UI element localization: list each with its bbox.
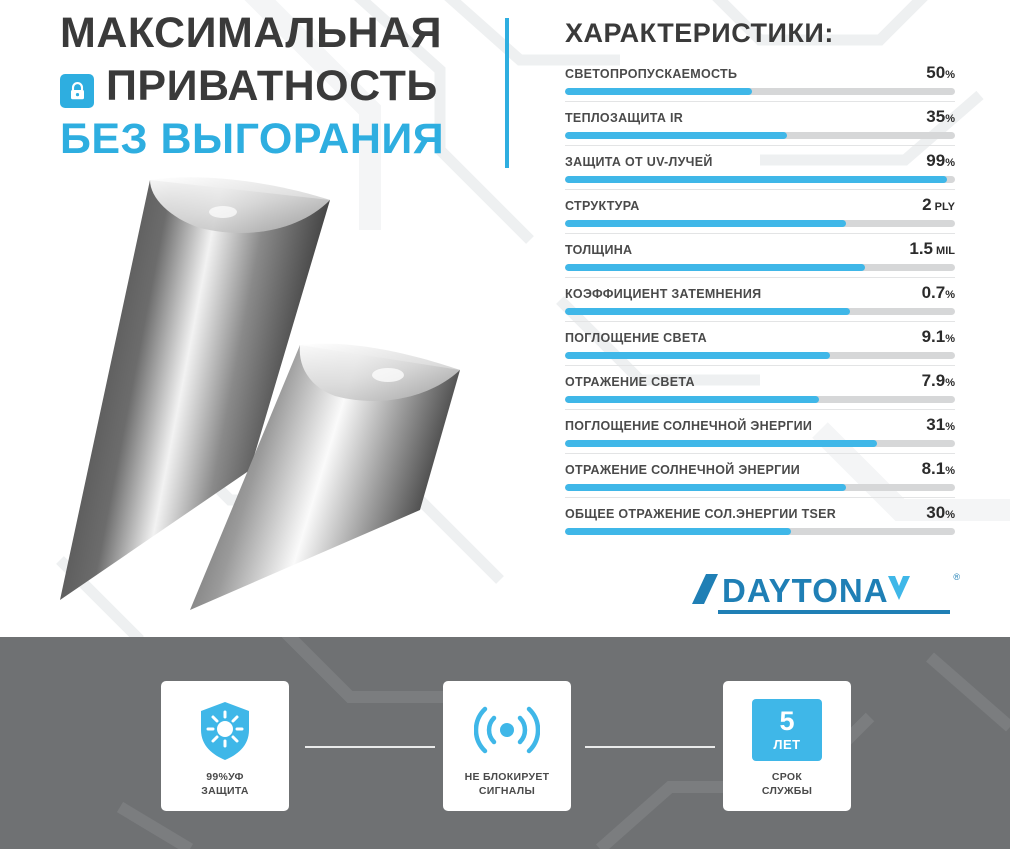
spec-value bbox=[909, 239, 955, 259]
spec-label: СВЕТОПРОПУСКАЕМОСТЬ bbox=[565, 67, 738, 81]
spec-unit: % bbox=[945, 69, 955, 81]
spec-number: 50 bbox=[926, 63, 946, 82]
feature-uv-protection bbox=[161, 681, 289, 811]
spec-label: ОТРАЖЕНИЕ СОЛНЕЧНОЙ ЭНЕРГИИ bbox=[565, 463, 801, 477]
spec-label: ОТРАЖЕНИЕ СВЕТА bbox=[565, 375, 695, 389]
spec-row bbox=[565, 327, 955, 366]
spec-label: ЗАЩИТА ОТ UV-ЛУЧЕЙ bbox=[565, 155, 713, 169]
spec-unit: % bbox=[945, 157, 955, 169]
spec-number: 0.7 bbox=[921, 283, 946, 302]
spec-track bbox=[565, 484, 955, 491]
headline-line-1: МАКСИМАЛЬНАЯ bbox=[60, 9, 442, 57]
feature-service-life bbox=[723, 681, 851, 811]
spec-track bbox=[565, 132, 955, 139]
spec-separator bbox=[565, 233, 955, 234]
daytona-chevron-icon bbox=[886, 574, 912, 604]
feature-caption bbox=[465, 770, 550, 798]
spec-number: 35 bbox=[926, 107, 946, 126]
spec-label: ТОЛЩИНА bbox=[565, 243, 633, 257]
logo-underline bbox=[718, 610, 950, 614]
spec-track bbox=[565, 88, 955, 95]
feature-caption-line-1: СРОК bbox=[771, 770, 803, 783]
spec-unit: % bbox=[945, 333, 955, 345]
spec-separator bbox=[565, 497, 955, 498]
feature-caption-line-2: СИГНАЛЫ bbox=[478, 784, 536, 797]
spec-fill bbox=[565, 484, 846, 491]
spec-track bbox=[565, 528, 955, 535]
spec-value bbox=[926, 503, 955, 523]
spec-value bbox=[926, 415, 955, 435]
lock-icon bbox=[60, 74, 94, 108]
lock-glyph bbox=[69, 82, 86, 101]
spec-fill bbox=[565, 396, 819, 403]
headline-divider bbox=[505, 18, 509, 168]
spec-separator bbox=[565, 189, 955, 190]
spec-unit: % bbox=[945, 289, 955, 301]
spec-track bbox=[565, 220, 955, 227]
brand-logo bbox=[690, 570, 960, 616]
spec-row bbox=[565, 63, 955, 102]
spec-row bbox=[565, 415, 955, 454]
spec-number: 8.1 bbox=[921, 459, 946, 478]
spec-row bbox=[565, 459, 955, 498]
feature-signal-friendly bbox=[443, 681, 571, 811]
spec-fill bbox=[565, 308, 850, 315]
headline-block bbox=[60, 9, 530, 163]
spec-value bbox=[926, 107, 955, 127]
spec-separator bbox=[565, 101, 955, 102]
spec-row bbox=[565, 239, 955, 278]
spec-number: 9.1 bbox=[921, 327, 946, 346]
spec-number: 7.9 bbox=[921, 371, 946, 390]
spec-number: 1.5 bbox=[909, 239, 933, 258]
feature-caption-line-2: ЗАЩИТА bbox=[201, 784, 249, 797]
spec-fill bbox=[565, 220, 846, 227]
spec-row bbox=[565, 503, 955, 535]
spec-label: ОБЩЕЕ ОТРАЖЕНИЕ СОЛ.ЭНЕРГИИ TSER bbox=[565, 507, 837, 521]
spec-label: ПОГЛОЩЕНИЕ СОЛНЕЧНОЙ ЭНЕРГИИ bbox=[565, 419, 813, 433]
spec-number: 2 bbox=[922, 195, 932, 214]
spec-track bbox=[565, 352, 955, 359]
spec-number: 31 bbox=[926, 415, 946, 434]
spec-unit: % bbox=[945, 421, 955, 433]
headline-line-3: БЕЗ ВЫГОРАНИЯ bbox=[60, 115, 445, 163]
spec-separator bbox=[565, 365, 955, 366]
feature-caption-line-1: 99%УФ bbox=[206, 770, 244, 783]
spec-fill bbox=[565, 176, 947, 183]
spec-row bbox=[565, 195, 955, 234]
feature-caption bbox=[201, 770, 249, 798]
spec-value bbox=[922, 371, 955, 391]
connector-line-1 bbox=[305, 746, 435, 748]
spec-track bbox=[565, 396, 955, 403]
spec-value bbox=[922, 195, 955, 215]
spec-unit: % bbox=[945, 465, 955, 477]
spec-unit: % bbox=[945, 377, 955, 389]
spec-separator bbox=[565, 453, 955, 454]
spec-value bbox=[926, 63, 955, 83]
specs-panel bbox=[565, 18, 955, 541]
film-roll-illustration bbox=[0, 170, 540, 637]
spec-value bbox=[922, 459, 955, 479]
spec-fill bbox=[565, 352, 830, 359]
spec-separator bbox=[565, 321, 955, 322]
spec-track bbox=[565, 308, 955, 315]
spec-separator bbox=[565, 409, 955, 410]
spec-track bbox=[565, 176, 955, 183]
spec-row bbox=[565, 151, 955, 190]
feature-caption-line-1: НЕ БЛОКИРУЕТ bbox=[464, 770, 550, 783]
feature-caption-line-2: СЛУЖБЫ bbox=[761, 784, 813, 797]
spec-row bbox=[565, 371, 955, 410]
signal-waves-icon bbox=[474, 699, 540, 761]
spec-value bbox=[922, 283, 955, 303]
spec-unit: % bbox=[945, 509, 955, 521]
headline-line-2: ПРИВАТНОСТЬ bbox=[106, 62, 438, 110]
spec-fill bbox=[565, 528, 791, 535]
spec-unit: % bbox=[945, 113, 955, 125]
spec-separator bbox=[565, 277, 955, 278]
spec-value bbox=[922, 327, 955, 347]
spec-label: СТРУКТУРА bbox=[565, 199, 640, 213]
spec-unit: MIL bbox=[933, 245, 955, 257]
spec-track bbox=[565, 264, 955, 271]
spec-fill bbox=[565, 88, 752, 95]
years-word: ЛЕТ bbox=[773, 737, 801, 752]
spec-number: 99 bbox=[926, 151, 946, 170]
spec-fill bbox=[565, 132, 787, 139]
spec-row bbox=[565, 107, 955, 146]
shield-sun-icon bbox=[196, 699, 254, 763]
years-number: 5 bbox=[779, 706, 795, 736]
spec-separator bbox=[565, 145, 955, 146]
spec-row bbox=[565, 283, 955, 322]
spec-fill bbox=[565, 264, 865, 271]
logo-wordmark: DAYTONA bbox=[722, 572, 889, 609]
daytona-mark-icon bbox=[690, 572, 720, 606]
registered-mark: ® bbox=[953, 572, 960, 582]
spec-number: 30 bbox=[926, 503, 946, 522]
spec-label: ТЕПЛОЗАЩИТА IR bbox=[565, 111, 684, 125]
specs-title: ХАРАКТЕРИСТИКИ: bbox=[565, 18, 834, 48]
spec-label: ПОГЛОЩЕНИЕ СВЕТА bbox=[565, 331, 707, 345]
spec-value bbox=[926, 151, 955, 171]
spec-label: КОЭФФИЦИЕНТ ЗАТЕМНЕНИЯ bbox=[565, 287, 762, 301]
feature-caption bbox=[762, 770, 812, 798]
spec-track bbox=[565, 440, 955, 447]
years-badge bbox=[752, 699, 822, 761]
spec-fill bbox=[565, 440, 877, 447]
connector-line-2 bbox=[585, 746, 715, 748]
spec-unit: PLY bbox=[931, 201, 955, 213]
